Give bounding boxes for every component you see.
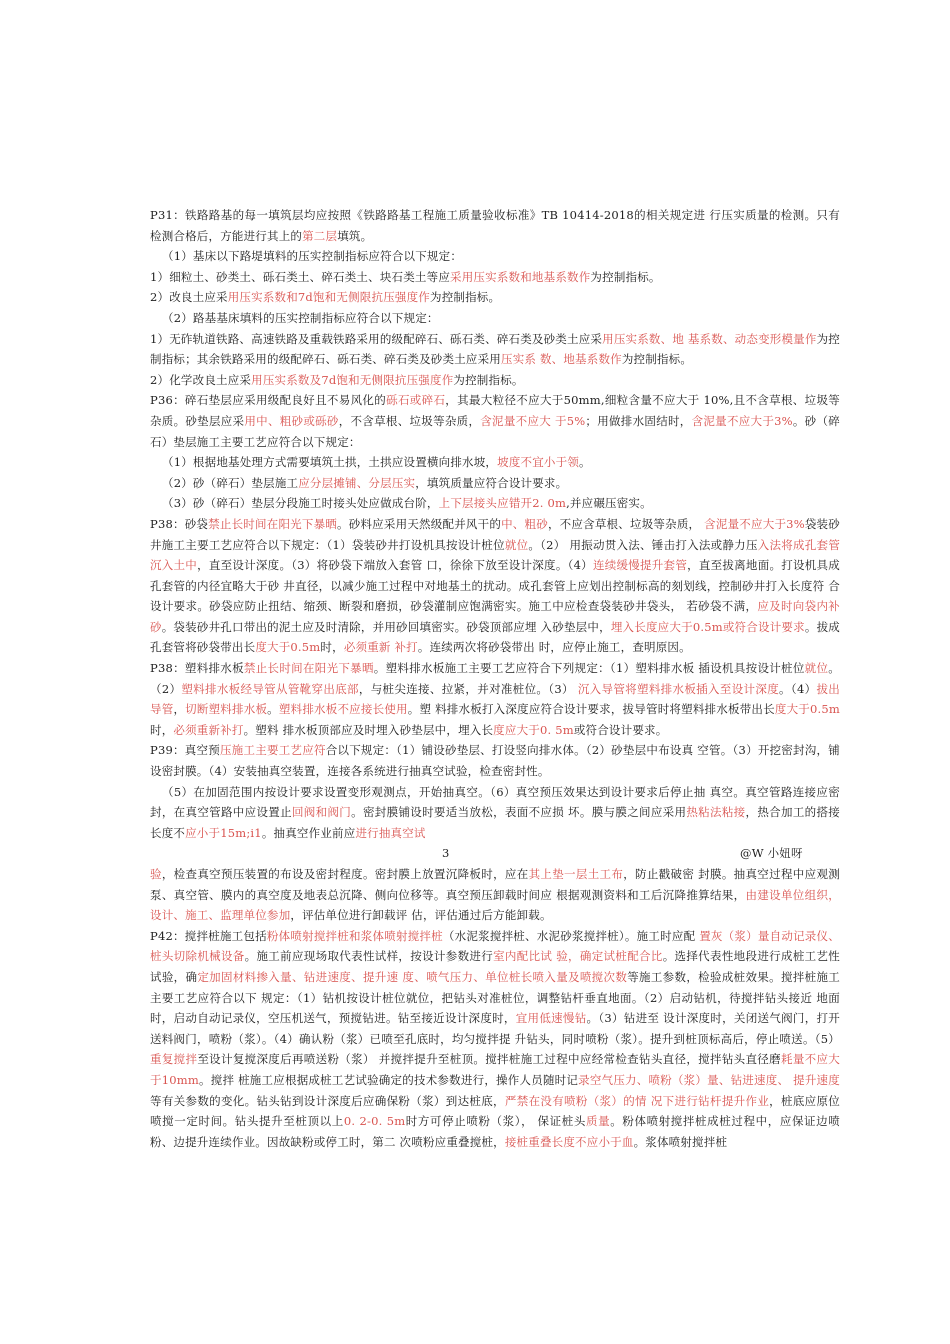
paragraph <box>150 390 840 452</box>
text-segment: 。塑 料排水板打入深度应符合设计要求，拔导管时将塑料排水板带出长 <box>407 702 775 717</box>
highlighted-text: 录空气压力、喷粉（浆）量、钻进速度、 提升速度 <box>578 1072 840 1087</box>
highlighted-text: 重复搅拌 <box>150 1052 198 1067</box>
highlighted-text: 耗量不应大于10mm <box>150 1052 841 1087</box>
text-segment: 填筑。 <box>337 228 373 243</box>
highlighted-text: 切断塑料排水板 <box>185 702 268 717</box>
paragraph <box>150 246 840 267</box>
highlighted-text: 室内配比试 验，确定试桩配合比 <box>493 949 663 964</box>
text-segment: 。塑料 排水板顶部应及时埋入砂垫层中，埋入长 <box>243 722 494 737</box>
text-segment: 。 <box>267 702 279 717</box>
text-segment: ，直至拔离地面。打设机具成孔套管的内径宜略大于砂 井直径，以减少施工过程中对地基土的扰动。成孔套管上应划出控制标高的刻划线，控制砂井打入长度符 合设计要求。砂袋应防止扭结、缩颈、断裂和磨损，砂袋灌制应饱满密实。施工中应检查袋装砂井袋头， 若砂袋不满， <box>150 558 840 614</box>
highlighted-text: 用中、粗砂或砾砂 <box>244 413 339 428</box>
highlighted-text: 定加固材料掺入量、钻进速度、提升速 度、喷气压力、单位桩长喷入量及喷搅次数 <box>197 969 628 984</box>
text-segment: 1）无砟轨道铁路、高速铁路及重载铁路采用的级配碎石、砾石类、碎石类及砂类土应采 <box>150 331 603 346</box>
text-segment: 。抽真空作业前应 <box>261 825 356 840</box>
highlighted-text: 沉入导管将塑料排水板插入至设计深度 <box>577 681 780 696</box>
text-segment: 。施工前应现场取代表性试样，按设计参数进行 <box>244 949 494 964</box>
paragraph <box>150 658 840 740</box>
highlighted-text: 验 <box>150 867 162 881</box>
text-segment: 。 <box>579 455 591 470</box>
text-segment: ，热合加工的搭接长度不 <box>150 805 841 840</box>
highlighted-text: 含泥量不应大于3% <box>691 413 793 428</box>
text-segment: P38：砂袋 <box>150 516 209 531</box>
text-segment: ，直至设计深度。（3）将砂袋下端放入套管 口，徐徐下放至设计深度。（4） <box>197 558 593 573</box>
text-segment: P36：碎石垫层应采用级配良好且不易风化的 <box>150 393 387 408</box>
text-segment: （3）砂（碎石）垫层分段施工时接头处应做成台阶， <box>162 496 439 511</box>
text-segment: 。（2） <box>150 661 840 696</box>
watermark-text: @W 小妞呀 <box>740 846 803 861</box>
highlighted-text: 严禁在没有喷粉（浆）的情 况下进行钻杆提升作业 <box>504 1093 770 1108</box>
text-segment: 1）细粒土、砂类土、砾石类土、碎石类土、块石类土等应 <box>150 269 451 284</box>
text-segment: P39：真空预 <box>150 743 220 758</box>
text-segment: 。（3）钻进至 设计深度时，关闭送气阀门，打开送料阀门，喷粉（浆）。（4）确认粉（浆）已喷至孔底时，均匀搅拌提 升钻头，同时喷粉（浆）。提升到桩顶标高后，停止喷送。（5） <box>150 1011 841 1046</box>
text-segment: 。（2） 用振动贯入法、锤击打入法或静力压 <box>528 537 758 552</box>
text-segment: P42：搅拌桩施工包括 <box>150 928 267 943</box>
highlighted-text: 禁止长时间在阳光下暴晒 <box>243 661 374 676</box>
text-segment: ,并应碾压密实。 <box>566 496 652 511</box>
highlighted-text: 入法将成孔套管沉入土中 <box>150 537 841 573</box>
text-segment: 为控制指标。 <box>453 372 524 387</box>
text-segment: 。粉体喷射搅拌桩成桩过程中，应保证边喷粉、边提升连续作业。因故缺粉或停工时，第二 次喷粉应重叠搅桩， <box>150 1114 840 1149</box>
text-segment: P38：塑料排水板 <box>150 661 244 676</box>
text-segment: 。密封膜铺设时要适当放松，表面不应损 坏。膜与膜之间应采用 <box>351 805 687 820</box>
highlighted-text: 接桩重叠长度不应小于血 <box>504 1134 634 1149</box>
text-segment: 时， <box>320 640 344 655</box>
paragraph <box>150 740 840 781</box>
paragraph <box>150 329 840 370</box>
highlighted-text: 含泥量不应大 于5% <box>480 413 586 428</box>
highlighted-text: 其上垫一层土工布 <box>528 867 624 881</box>
highlighted-text: 宜用低速慢钻 <box>515 1011 587 1026</box>
text-segment: 时方可停止喷粉（浆）， 保证桩头 <box>405 1114 586 1129</box>
text-segment: 。袋装砂井孔口带出的泥土应及时清除，并用砂回填密实。砂袋顶部应埋 入砂垫层中， <box>161 619 611 634</box>
text-segment: 2）改良土应采 <box>150 290 228 305</box>
highlighted-text: 采用压实系数和地基系数作 <box>450 269 591 284</box>
text-segment: ，其最大粒径不应大于50mm,细粒含量不应大于 10%,且不含草根、垃圾等杂质。砂垫层应采 <box>150 393 841 428</box>
paragraph <box>150 370 840 391</box>
text-segment: （水泥浆搅拌桩、水泥砂浆搅拌桩）。施工时应配 <box>442 928 700 943</box>
text-segment: （1）基床以下路堤填料的压实控制指标应符合以下规定： <box>162 249 463 264</box>
text-segment: ；用做排水固结时， <box>585 413 692 428</box>
text-segment: ，不含草根、垃圾等杂质， <box>338 413 481 428</box>
text-segment: 为控制指标。 <box>590 269 661 284</box>
highlighted-text: 压施工主要工艺应符 <box>220 743 326 758</box>
highlighted-text: 坡度不宜小于领 <box>497 455 580 470</box>
highlighted-text: 应及时向袋内补砂 <box>150 599 840 634</box>
text-segment: ，防止戳破密 封膜。抽真空过程中应观测泵、真空管、膜内的真空度及地表总沉降、侧向位移等。真空预压卸载时间应 根据观测资料和工后沉降推算结果， <box>150 867 840 902</box>
highlighted-text: 第二层 <box>302 228 338 243</box>
highlighted-text: 质量 <box>586 1114 611 1129</box>
text-segment: P31：铁路路基的每一填筑层均应按照《铁路路基工程施工质量验收标准》TB 10414-2018的相关规定进 行压实质量的检测。只有检测合格后，方能进行其上的 <box>150 208 840 243</box>
highlighted-text: 就位 <box>804 661 829 676</box>
highlighted-text: 0. 2-0. 5m <box>343 1114 406 1129</box>
text-segment: （2）路基基床填料的压实控制指标应符合以下规定： <box>162 310 439 325</box>
text-segment: （1）根据地基处理方式需要填筑土拱，土拱应设置横向排水坡， <box>162 455 498 470</box>
highlighted-text: 进行抽真空试 <box>355 825 426 840</box>
text-segment: ，评估单位进行卸载评 估，评估通过后方能卸载。 <box>290 908 552 923</box>
text-segment: 。选择代表性地段进行成桩工艺性试验，确 <box>150 949 841 984</box>
text-segment: 。拔成孔套管将砂袋带出长 <box>150 619 840 655</box>
highlighted-text: 必须重新补打 <box>173 722 244 737</box>
text-segment: 。搅拌 桩施工应根据成桩工艺试验确定的技术参数进行，操作人员随时记 <box>198 1072 579 1087</box>
highlighted-text: 热粘法粘接 <box>686 805 746 820</box>
text-segment: ，检查真空预压装置的布设及密封程度。密封膜上放置沉降板时，应在 <box>161 867 529 881</box>
highlighted-text: 度大于0.5m <box>255 640 321 655</box>
highlighted-text: 由建设单位组织，设计、施工、监理单位参加 <box>150 887 840 923</box>
text-segment: 为控制指标。 <box>430 290 501 305</box>
text-segment: ，与桩尖连接、拉紧，并对准桩位。（3） <box>358 681 578 696</box>
document-body <box>150 205 840 1152</box>
text-segment: 。连续两次将砂袋带出 时，应停止施工，查明原因。 <box>417 640 691 655</box>
text-segment: 。（4） <box>779 681 817 696</box>
highlighted-text: 上下层接头应错开2. 0m <box>438 496 567 511</box>
text-segment: 2）化学改良土应采 <box>150 372 252 387</box>
paragraph <box>150 926 840 1153</box>
paragraph <box>150 205 840 246</box>
highlighted-text: 塑料排水板经导管从管靴穿出底部 <box>181 681 359 696</box>
text-segment: （5）在加固范围内按设计要求设置变形观测点，开始抽真空。（6）真空预压效果达到设计要求后停止抽 真空。真空管路连接应密封，在真空管路中应设置止 <box>150 784 840 820</box>
text-segment: 为控制指标；其余铁路采用的级配碎石、砾石类、碎石类及砂类土应采用 <box>150 331 840 367</box>
paragraph <box>150 864 840 926</box>
page-number: 3 <box>442 846 450 861</box>
text-segment: 等有关参数的变化。钻头钻到设计深度后应确保粉（浆）到达桩底， <box>150 1093 505 1108</box>
paragraph <box>150 514 840 658</box>
text-segment: 。砂料应采用天然级配并风干的 <box>337 516 502 531</box>
highlighted-text: 连续缓慢提升套管 <box>592 558 688 573</box>
text-segment: 。浆体喷射搅拌桩 <box>633 1134 728 1149</box>
page-footer <box>150 843 840 864</box>
highlighted-text: 应小于15m;i1 <box>185 825 262 840</box>
highlighted-text: 粉体喷射搅拌桩和浆体喷射搅拌桩 <box>266 928 443 943</box>
text-segment: 至设计复搅深度后再喷送粉（浆） 并搅拌提升至桩顶。搅拌桩施工过程中应经常检查钻头直径，搅拌钻头直径磨 <box>197 1052 781 1067</box>
highlighted-text: 就位 <box>504 537 529 552</box>
text-segment: 等施工参数，检验成桩效果。搅拌桩施工主要工艺应符合以下 规定：（1）钻机按设计桩位就位，把钻头对准桩位，调整钻杆垂直地面。（2）启动钻机，待搅拌钻头接近 地面时，启动自动记录仪，空压机送气，预搅钻进。钻至接近设计深度时， <box>150 969 840 1026</box>
text-segment: 。塑料排水板施工主要工艺应符合下列规定：（1）塑料排水板 插设机具按设计桩位 <box>373 661 805 676</box>
highlighted-text: 用压实系数、地 基系数、动态变形模量作 <box>602 331 817 346</box>
paragraph <box>150 473 840 494</box>
highlighted-text: 度大于0.5m <box>774 702 841 717</box>
text-segment: 为控制指标。 <box>621 352 693 367</box>
text-segment: ，桩底应原位喷搅一定时间。钻头提升至桩顶以上 <box>150 1093 841 1129</box>
highlighted-text: 砾石或碎石 <box>386 393 446 408</box>
text-segment: ， <box>173 702 186 717</box>
highlighted-text: 塑料排水板不应接长使用 <box>278 702 408 717</box>
paragraph <box>150 782 840 844</box>
paragraph <box>150 452 840 473</box>
text-segment: 合以下规定：（1）铺设砂垫层、打设竖向排水体。（2）砂垫层中布设真 空管。（3）开挖密封沟，铺设密封膜。（4）安装抽真空装置，连接各系统进行抽真空试验，检查密封性。 <box>150 743 840 779</box>
text-segment: 或符合设计要求。 <box>573 722 668 737</box>
highlighted-text: 压实系 数、地基系数作 <box>501 352 622 367</box>
text-segment: ，填筑质量应符合设计要求。 <box>415 475 568 490</box>
highlighted-text: 用压实系数及7d饱和无侧限抗压强度作 <box>251 372 454 387</box>
highlighted-text: 含泥量不应大于3% <box>704 516 805 531</box>
paragraph <box>150 493 840 514</box>
text-segment: ，不应含草根、垃圾等杂质， <box>547 516 705 531</box>
text-segment: （2）砂（碎石）垫层施工 <box>162 475 299 490</box>
highlighted-text: 禁止长时间在阳光下暴晒 <box>208 516 338 531</box>
text-segment: 时， <box>150 722 174 737</box>
paragraph <box>150 267 840 288</box>
highlighted-text: 用压实系数和7d饱和无侧限抗压强度作 <box>227 290 430 305</box>
text-segment: 袋装砂井施工主要工艺应符合以下规定：（1）袋装砂井打设机具按设计桩位 <box>150 516 840 552</box>
highlighted-text: 应分层摊铺、分层压实 <box>298 475 416 490</box>
paragraph <box>150 287 840 308</box>
text-segment: 。砂（碎石）垫层施工主要工艺应符合以下规定： <box>150 413 840 449</box>
highlighted-text: 中、粗砂 <box>501 516 548 531</box>
highlighted-text: 必须重新 补打 <box>343 640 418 655</box>
highlighted-text: 度应大于0. 5m <box>493 722 574 737</box>
highlighted-text: 置灰（浆）量自动记录仪、桩头切除机械设备 <box>150 928 840 964</box>
highlighted-text: 拔出导管 <box>150 681 841 717</box>
highlighted-text: 回阀和阀门 <box>291 805 352 820</box>
highlighted-text: 埋入长度应大于0.5m或符合设计要求 <box>610 619 805 634</box>
paragraph <box>150 308 840 329</box>
